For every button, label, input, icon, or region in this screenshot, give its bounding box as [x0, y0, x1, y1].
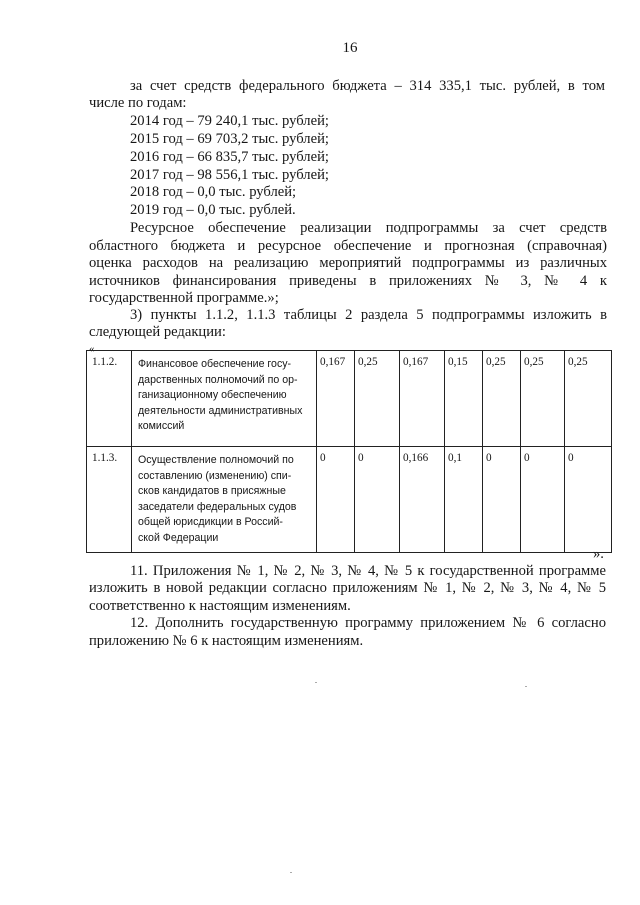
row-value: 0,25 [521, 351, 565, 447]
row-value: 0 [565, 447, 612, 553]
resources-line-5: государственной программе.»; [89, 290, 279, 306]
row-value: 0,1 [445, 447, 483, 553]
row-value: 0 [483, 447, 521, 553]
year-2018: 2018 год – 0,0 тыс. рублей; [130, 184, 297, 200]
open-quote: « [89, 343, 95, 355]
row-value: 0,166 [400, 447, 445, 553]
year-2017: 2017 год – 98 556,1 тыс. рублей; [130, 167, 329, 183]
para11-line-2: изложить в новой редакции согласно приложениям № 1, № 2, № 3, № 4, № 5 [89, 580, 606, 596]
table-close-quote: ». [593, 546, 604, 562]
resources-line-3: оценка расходов на реализацию мероприятий подпрограммы из различных [89, 255, 607, 271]
row-value: 0,25 [565, 351, 612, 447]
row-value: 0,167 [317, 351, 355, 447]
row-value: 0 [317, 447, 355, 553]
scan-speck [315, 682, 317, 683]
row-name: Осуществление полномочий по составлению (изменению) спи- сков кандидатов в присяжные заседатели федеральных судов общей юрисдикции в Россий- ской Федерации [132, 447, 317, 553]
item3-line-2: следующей редакции: [89, 324, 226, 340]
para11-line-3: соответственно к настоящим изменениям. [89, 598, 351, 614]
year-2014: 2014 год – 79 240,1 тыс. рублей; [130, 113, 329, 129]
table-row [87, 351, 612, 447]
row-value: 0,167 [400, 351, 445, 447]
resources-line-1: Ресурсное обеспечение реализации подпрограммы за счет средств [130, 220, 607, 236]
row-value: 0,25 [483, 351, 521, 447]
page-number: 16 [342, 40, 358, 56]
para12-line-2: приложению № 6 к настоящим изменениям. [89, 633, 364, 649]
resources-line-4: источников финансирования приведены в приложениях № 3, № 4 к [89, 273, 607, 289]
intro-line-2: числе по годам: [89, 95, 187, 111]
para11-line-1: 11. Приложения № 1, № 2, № 3, № 4, № 5 к государственной программе [130, 563, 606, 579]
year-2016: 2016 год – 66 835,7 тыс. рублей; [130, 149, 329, 165]
row-value: 0 [521, 447, 565, 553]
row-name: Финансовое обеспечение госу- дарственных полномочий по ор- ганизационному обеспечению деятельности административных комиссий [132, 351, 317, 447]
row-code: 1.1.3. [87, 447, 132, 553]
year-2019: 2019 год – 0,0 тыс. рублей. [130, 202, 296, 218]
year-2015: 2015 год – 69 703,2 тыс. рублей; [130, 131, 329, 147]
table-row [87, 447, 612, 553]
subprogram-table [86, 350, 612, 553]
para12-line-1: 12. Дополнить государственную программу приложением № 6 согласно [130, 615, 606, 631]
row-code: 1.1.2. [87, 351, 132, 447]
scan-speck [525, 686, 527, 687]
item3-line-1: 3) пункты 1.1.2, 1.1.3 таблицы 2 раздела 5 подпрограммы изложить в [130, 307, 607, 323]
resources-line-2: областного бюджета и ресурсное обеспечение и прогнозная (справочная) [89, 238, 607, 254]
scan-speck [290, 872, 292, 873]
row-value: 0,25 [355, 351, 400, 447]
row-value: 0 [355, 447, 400, 553]
intro-line-1: за счет средств федерального бюджета – 314 335,1 тыс. рублей, в том [130, 78, 605, 94]
row-value: 0,15 [445, 351, 483, 447]
